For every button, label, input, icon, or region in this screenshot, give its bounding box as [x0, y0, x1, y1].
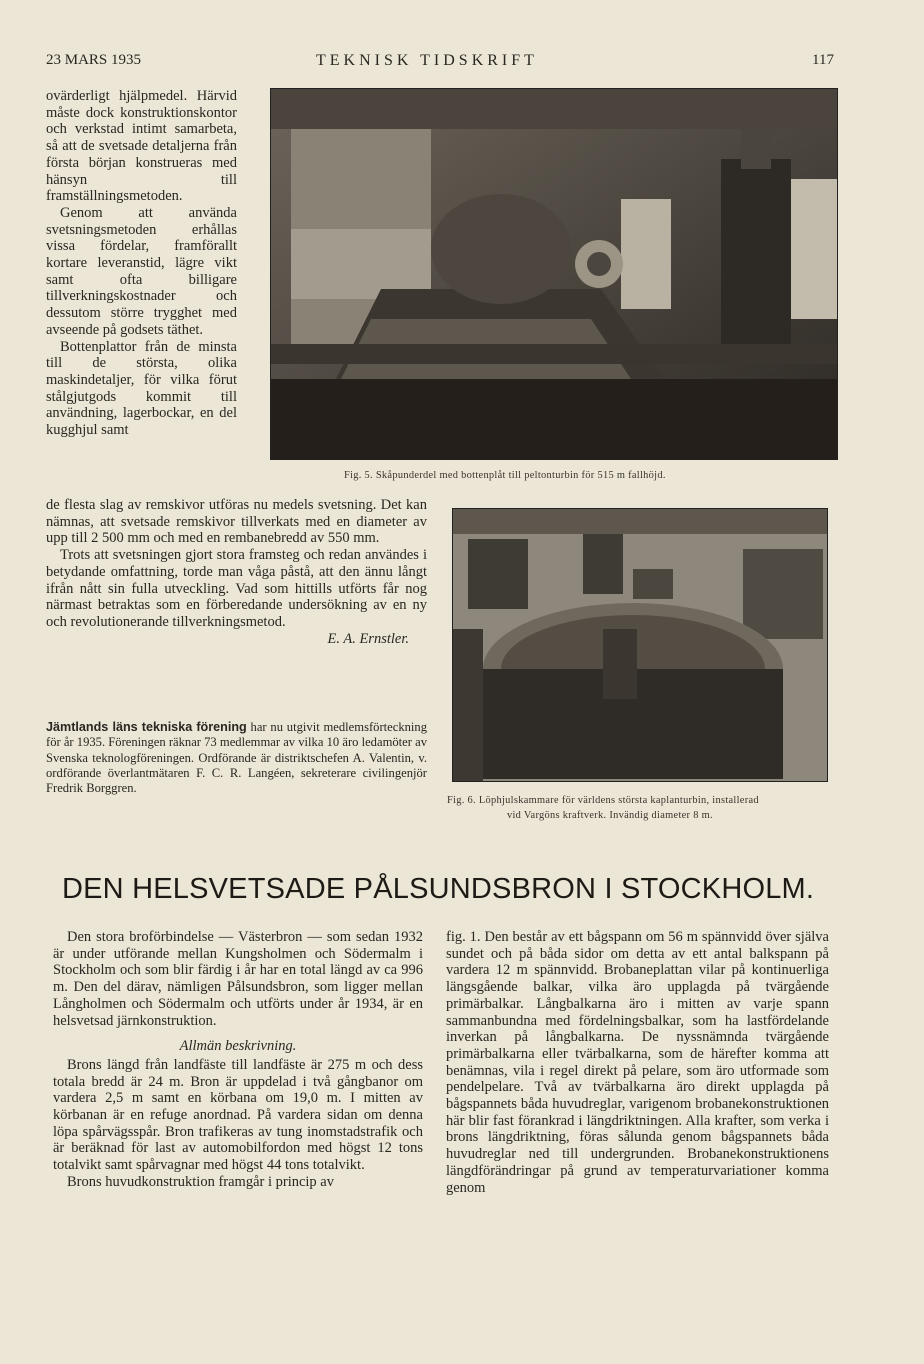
turbine-chamber-photo	[453, 509, 827, 781]
paragraph: Brons huvudkonstruktion framgår i princip av	[67, 1173, 334, 1190]
paragraph: Den stora broförbindelse — Västerbron — som sedan 1932 är under utförande mellan Kungsholmen och Södermalm i Stockholm och som blir färdig i år har en total längd av ca 996 m. Den del därav, nämligen Pålsundsbron, som ligger mellan Långholmen och Södermalm och utförts under år 1934, är en helsvetsad järnkonstruktion.	[53, 929, 423, 1029]
article-top-narrow-column	[46, 88, 237, 439]
turbin-machinery-photo	[271, 89, 837, 459]
paragraph: fig. 1. Den består av ett bågspann om 56 m spännvidd över själva sundet och på båda sidor om detta av ett antal balkspann på vardera 12 m spännvidd. Brobaneplattan vilar på kontinuerliga längsgående balkar, vilka äro upplagda på tvärgående primärbalkar. Långbalkarna äro i mitten av varje spann sammanbundna med fördelningsbalkar, som ha lastfördelande inverkan på långbalkarna. De nyssnämnda tvärgående primärbalkarna eller tvärbalkarna, som de härefter komma att benämnas, vila i regel direkt på pelare, som äro utformade som pendelpelare. Två av tvärbalkarna äro direkt upplagda på bågspannets båda huvudreglar, varigenom brobanekonstruktionen här blir fast förankrad i längdriktningen. Alla krafter, som verka i brons längdriktning, föras sålunda genom bågspannets båda huvudreglar ned till undergrunden. Brobanekonstruktionens längdförändringar på grund av temperaturvariationer komma genom	[446, 929, 829, 1196]
paragraph: Genom att använda svetsningsmetoden erhållas vissa fördelar, framförallt kortare leveranstid, lägre vikt samt ofta billigare tillverkningskostnader och dessutom större trygghet med avseende på godsets täthet.	[46, 204, 237, 338]
article-headline: DEN HELSVETSADE PÅLSUNDSBRON I STOCKHOLM.	[62, 873, 815, 905]
paragraph: de flesta slag av remskivor utföras nu medels svetsning. Det kan nämnas, att svetsade remskivor tillverkats med en diameter av upp till 2 500 mm och med en rembanebredd av 550 mm.	[46, 497, 427, 547]
fig5-photo	[270, 88, 838, 460]
notice-text: har nu utgivit medlemsförteckning för år 1935. Föreningen räknar 73 medlemmar av vilka 10 äro ledamöter av Svenska teknologföreningen. Ordförande är distriktschefen A. Valentin, v. ordförande överlantmätaren F. C. R. Langéen, sekreterare civilingenjör Fredrik Borggren.	[46, 720, 428, 796]
notice-lead: Jämtlands läns tekniska förening	[46, 720, 247, 734]
paragraph: Bottenplattor från de minsta till de största, olika maskindetaljer, för vilka förut stålgjutgods kommit till användning, lagerbockar, en del kugghjul samt	[46, 338, 237, 439]
fig6-photo	[452, 508, 828, 782]
paragraph: Trots att svetsningen gjort stora framsteg och redan användes i betydande omfattning, torde man våga påstå, att den ännu långt ifrån nått sin fulla utveckling. Vad som hittills utförts får nog närmast betraktas som en förberedande undersökning av en ny och revolutionerande tillverkningsmetod.	[46, 547, 427, 630]
society-notice	[46, 720, 427, 796]
article-main-right-column	[446, 929, 829, 1196]
author-signature: E. A. Ernstler.	[327, 630, 409, 647]
article-top-wide-column	[46, 497, 427, 647]
header-journal-title: TEKNISK TIDSKRIFT	[316, 52, 538, 69]
header-date: 23 MARS 1935	[46, 52, 142, 68]
article-main-left-column	[53, 929, 423, 1191]
header-page-number: 117	[812, 52, 834, 68]
section-subheading: Allmän beskrivning.	[179, 1038, 297, 1055]
fig6-caption-line2: vid Vargöns kraftverk. Invändig diameter 8 m.	[507, 810, 713, 821]
fig6-caption-line1: Fig. 6. Löphjulskammare för världens största kaplanturbin, installerad	[447, 795, 759, 806]
paragraph: ovärderligt hjälpmedel. Härvid måste dock konstruktionskontor och verkstad intimt samarbeta, så att de svetsade detaljerna från första början konstrueras med hänsyn till framställningsmetoden.	[46, 88, 237, 205]
fig5-caption: Fig. 5. Skåpunderdel med bottenplåt till peltonturbin för 515 m fallhöjd.	[344, 470, 666, 481]
paragraph: Brons längd från landfäste till landfäste är 275 m och dess totala bredd är 24 m. Bron är uppdelad i två gångbanor om vardera 2,5 m samt en körbana om 19,0 m. I mitten av körbanan är en refuge anordnad. På vardera sidan om denna löpa spårvägsspår. Bron trafikeras av tung inomstadstrafik och är beräknad för last av automobilfordon med högst 12 tons totalvikt samt spårvagnar med högst 44 tons totalvikt.	[53, 1056, 423, 1174]
